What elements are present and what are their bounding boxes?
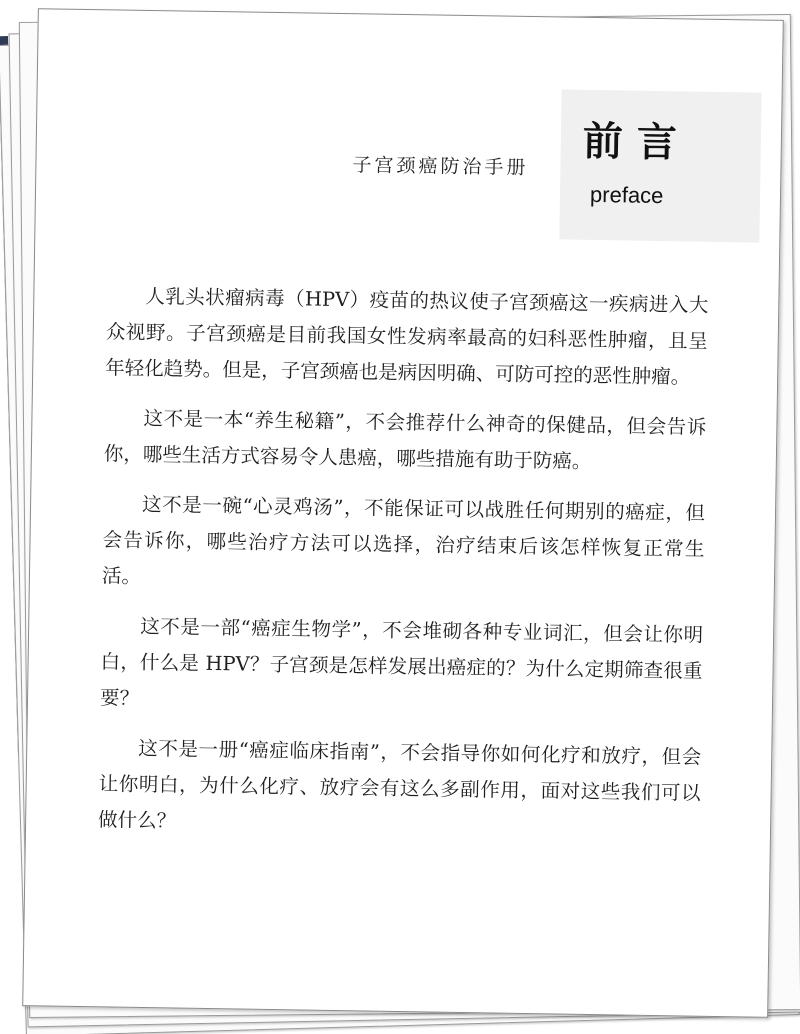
paragraph: 这不是一部“癌症生物学”，不会堆砌各种专业词汇，但会让你明白，什么是 HPV？子宫颈是怎样发展出癌症的？为什么定期筛查很重要？ xyxy=(99,614,704,710)
page-title-english: preface xyxy=(589,181,664,209)
preface-page xyxy=(22,8,784,1018)
paragraph: 这不是一册“癌症临床指南”，不会指导你如何化疗和放疗，但会让你明白，为什么化疗、放疗会有这么多副作用，面对这些我们可以做什么？ xyxy=(97,736,702,833)
title-block xyxy=(559,89,761,242)
book-subtitle: 子宫颈癌防治手册 xyxy=(352,154,529,179)
paragraph: 这不是一碗“心灵鸡汤”，不能保证可以战胜任何期别的癌症，但会告诉你，哪些治疗方法可以选择，治疗结束后该怎样恢复正常生活。 xyxy=(101,492,706,588)
paragraph: 这不是一本“养生秘籍”，不会推荐什么神奇的保健品，但会告诉你，哪些生活方式容易令人患癌，哪些措施有助于防癌。 xyxy=(103,406,707,473)
preface-body xyxy=(98,278,709,861)
page-title: 前言 xyxy=(582,117,692,167)
paragraph: 人乳头状瘤病毒（HPV）疫苗的热议使子宫颈癌这一疾病进入大众视野。子宫颈癌是目前我国女性发病率最高的妇科恶性肿瘤，且呈年轻化趋势。但是，子宫颈癌也是病因明确、可防可控的恶性肿瘤。 xyxy=(105,284,709,389)
